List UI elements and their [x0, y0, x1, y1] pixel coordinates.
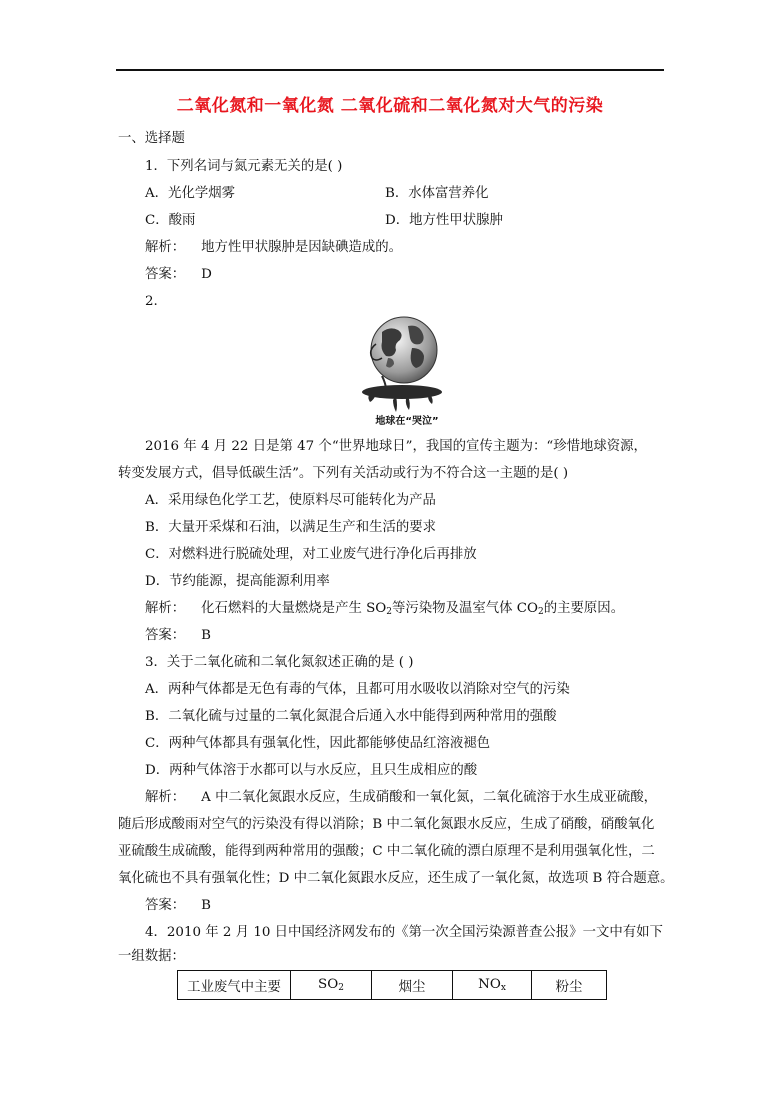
q3-analysis-line2: 随后形成酸雨对空气的污染没有得以消除；B 中二氧化氮跟水反应，生成了硝酸，硝酸氧化	[118, 817, 655, 832]
q2-answer	[145, 627, 211, 645]
table-cell-so2	[291, 971, 372, 1000]
q2-option-a: A．采用绿色化学工艺，使原料尽可能转化为产品	[145, 493, 436, 508]
q2-analysis-text-a: 化石燃料的大量燃烧是产生 SO	[201, 601, 387, 616]
q1-analysis	[145, 239, 402, 257]
q2-analysis-sub1: 2	[386, 607, 393, 617]
pollution-data-table	[177, 970, 607, 1000]
q3-analysis-label: 解析：	[145, 790, 186, 805]
q3-analysis-line3: 亚硫酸生成硫酸，能得到两种常用的强酸；C 中二氧化硫的漂白原理不是利用强氧化性，二	[118, 844, 655, 859]
q2-analysis	[145, 600, 624, 621]
q2-number: 2.	[145, 294, 158, 309]
so2-sub: 2	[338, 983, 344, 993]
q3-answer-value: B	[201, 898, 212, 913]
q1-answer	[145, 266, 212, 284]
q1-analysis-text: 地方性甲状腺肿是因缺碘造成的。	[201, 240, 403, 255]
q2-option-c: C．对燃料进行脱硫处理，对工业废气进行净化后再排放	[145, 547, 477, 562]
table-cell-nox	[453, 971, 532, 1000]
top-rule	[116, 69, 664, 71]
document-title: 二氧化氮和一氧化氮 二氧化硫和二氧化氮对大气的污染	[176, 96, 604, 116]
table-cell-dust: 粉尘	[532, 971, 607, 1000]
q2-analysis-text-c: 的主要原因。	[543, 601, 625, 616]
q3-answer	[145, 897, 211, 915]
q3-stem: 3．关于二氧化硫和二氧化氮叙述正确的是 ( )	[145, 655, 414, 670]
table-cell-smoke: 烟尘	[372, 971, 453, 1000]
q2-option-d: D．节约能源，提高能源利用率	[145, 574, 330, 589]
q3-analysis-line1	[145, 789, 657, 807]
q3-option-d: D．两种气体溶于水都可以与水反应，且只生成相应的酸	[145, 763, 478, 778]
q3-option-c: C．两种气体都具有强氧化性，因此都能够使品红溶液褪色	[145, 736, 491, 751]
q3-option-a: A．两种气体都是无色有毒的气体，且都可用水吸收以消除对空气的污染	[145, 682, 570, 697]
q2-answer-label: 答案：	[145, 628, 186, 643]
q1-option-c: C．酸雨	[145, 213, 196, 228]
section-heading: 一、选择题	[118, 131, 185, 146]
q1-option-b: B．水体富营养化	[385, 186, 489, 201]
q1-stem: 1．下列名词与氮元素无关的是( )	[145, 159, 343, 174]
nox-sub: x	[500, 983, 506, 993]
q2-analysis-label: 解析：	[145, 601, 186, 616]
nox-text: NO	[478, 977, 501, 992]
q3-analysis-line4: 氧化硫也不具有强氧化性；D 中二氧化氮跟水反应，还生成了一氧化氮，故选项 B 符合题意。	[118, 871, 674, 886]
q2-answer-value: B	[201, 628, 212, 643]
q2-option-b: B．大量开采煤和石油，以满足生产和生活的要求	[145, 520, 437, 535]
q2-stem-line1: 2016 年 4 月 22 日是第 47 个“世界地球日”，我国的宣传主题为：“珍惜地球资源，	[145, 439, 647, 454]
q2-analysis-sub2: 2	[538, 607, 544, 617]
q3-analysis-text1: A 中二氧化氮跟水反应，生成硝酸和一氧化氮，二氧化硫溶于水生成亚硫酸，	[201, 790, 657, 805]
q1-option-a: A．光化学烟雾	[145, 186, 236, 201]
table-cell-header: 工业废气中主要	[178, 971, 291, 1000]
q4-stem-line1: 4．2010 年 2 月 10 日中国经济网发布的《第一次全国污染源普查公报》一文中有如下	[145, 925, 663, 940]
figure-caption: 地球在“哭泣”	[375, 416, 439, 427]
q1-option-d: D．地方性甲状腺肿	[385, 213, 503, 228]
q1-answer-value: D	[201, 267, 212, 282]
table-row	[178, 971, 607, 1000]
q2-stem-line2: 转变发展方式，倡导低碳生活”。下列有关活动或行为不符合这一主题的是( )	[118, 466, 569, 481]
q3-answer-label: 答案：	[145, 898, 186, 913]
q3-option-b: B．二氧化硫与过量的二氧化氮混合后通入水中能得到两种常用的强酸	[145, 709, 557, 724]
q2-analysis-text-b: 等污染物及温室气体 CO	[392, 601, 539, 616]
so2-text: SO	[318, 977, 339, 992]
q4-stem-line2: 一组数据：	[118, 949, 185, 964]
q1-analysis-label: 解析：	[145, 240, 186, 255]
q1-answer-label: 答案：	[145, 267, 186, 282]
